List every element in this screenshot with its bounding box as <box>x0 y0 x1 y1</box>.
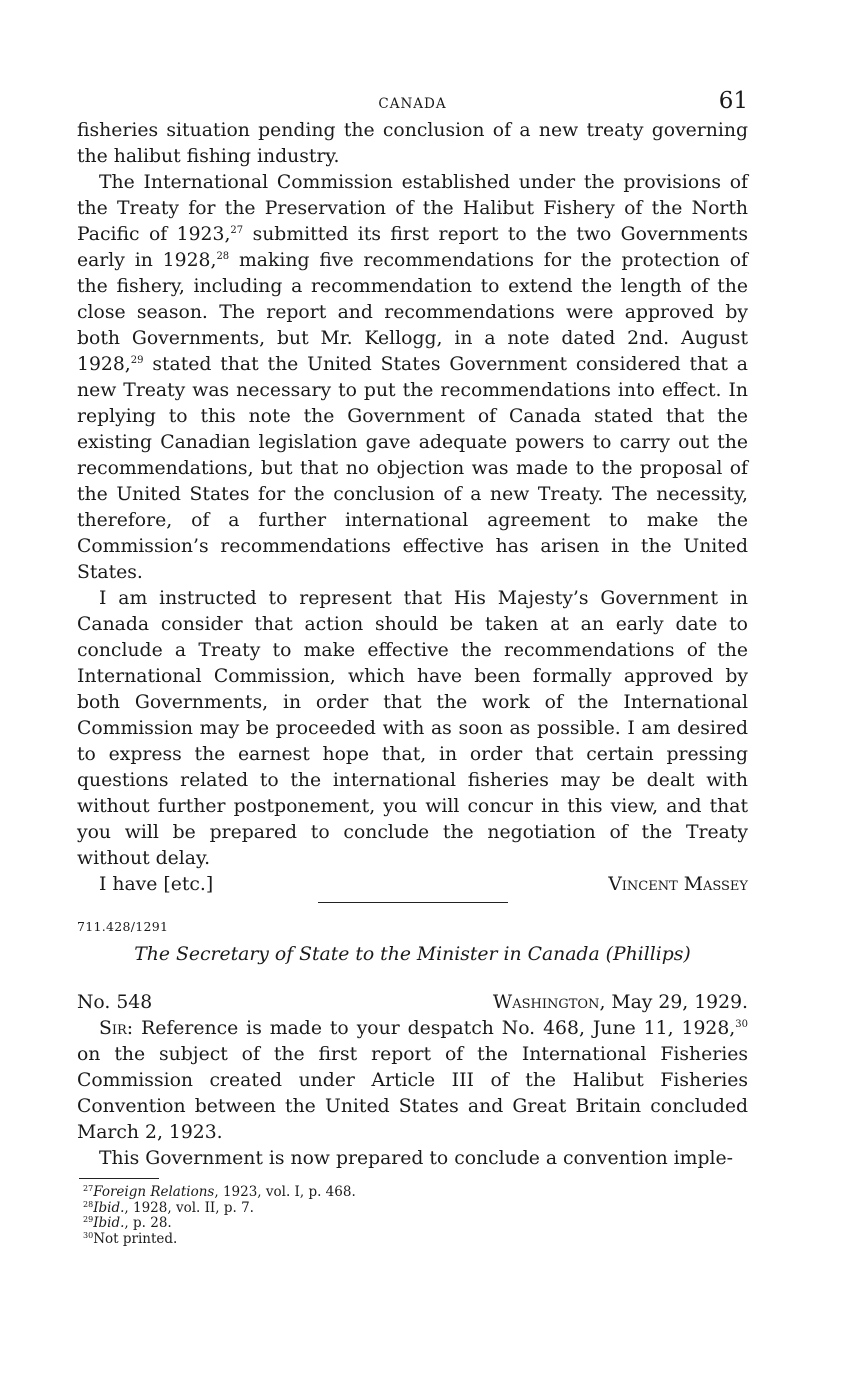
document-heading <box>77 942 748 968</box>
footnote-ref[interactable]: 28 <box>216 251 230 262</box>
section-divider <box>318 902 508 903</box>
footnote-ref[interactable]: 27 <box>230 225 244 236</box>
footnote-ref[interactable]: 30 <box>735 1019 748 1030</box>
signature: Vincent Massey <box>608 874 748 895</box>
paragraph-text: submitted its first report to the two Governments early in 1928, <box>77 224 748 271</box>
dateline <box>493 990 748 1016</box>
running-title: CANADA <box>378 96 447 112</box>
footnotes <box>77 1185 748 1247</box>
footnote <box>83 1216 748 1232</box>
footnote-source: Ibid. <box>93 1215 125 1231</box>
document-page <box>77 88 748 1247</box>
footnote <box>83 1201 748 1217</box>
footnote-divider <box>79 1178 159 1179</box>
heading-text: ) <box>683 944 691 965</box>
despatch-number: No. 548 <box>77 992 153 1013</box>
date: , May 29, 1929. <box>599 992 748 1013</box>
heading-name: Phillips <box>612 944 684 965</box>
salutation: Sir <box>99 1018 127 1039</box>
footnote-source: Foreign Relations <box>93 1184 215 1200</box>
footnote-text: Not printed. <box>93 1230 178 1247</box>
paragraph-text: on the subject of the first report of the International Fisheries Commission created under Article III of the Halibut Fisheries Convention between the United States and Great Britain concluded March 2, 1923. <box>77 1044 748 1143</box>
closing-row <box>77 872 748 898</box>
footnote-mark: 30 <box>83 1230 94 1240</box>
footnote <box>83 1185 748 1201</box>
footnote <box>83 1232 748 1248</box>
paragraph-text: stated that the United States Government considered that a new Treaty was necessary to put the recommendations into effect. In replying to this note the Government of Canada stated that the existing Canadian legislation gave adequate powers to carry out the recommendations, but that no objection was made to the proposal of the United States for the conclusion of a new Treaty. The necessity, therefore, of a further international agreement to make the Commission’s recommendations effective has arisen in the United States. <box>77 354 748 583</box>
paragraph-instructed: I am instructed to represent that His Majesty’s Government in Canada consider that action should be taken at an early date to conclude a Treaty to make effective the recommendations of the International Commission, which have been formally approved by both Governments, in order that the work of the International Commission may be proceeded with as soon as possible. I am desired to express the earnest hope that, in order that certain pressing questions related to the international fisheries may be dealt with without further postponement, you will concur in this view, and that you will be prepared to conclude the negotiation of the Treaty without delay. <box>77 588 748 869</box>
file-code: 711.428/1291 <box>77 919 169 934</box>
footnote-mark: 29 <box>83 1215 94 1224</box>
footnote-mark: 27 <box>83 1184 94 1193</box>
footnote-ref[interactable]: 29 <box>130 355 144 366</box>
page-number: 61 <box>718 88 748 114</box>
paragraph-convention: This Government is now prepared to conclude a convention imple- <box>99 1148 733 1169</box>
footnote-source: Ibid. <box>93 1199 125 1216</box>
paragraph-text: : Reference is made to your despatch No. 468, June 11, 1928, <box>126 1018 736 1039</box>
heading-text: The Secretary of State to the Minister in Canada ( <box>134 944 613 965</box>
paragraph-text: making five recommendations for the protection of the fishery, including a recommendation to extend the length of the close season. The report and recommendations were approved by both Governments, but Mr. Kellogg, in a note dated 2nd. August 1928, <box>77 250 748 375</box>
paragraph-reference <box>77 1016 748 1146</box>
dateline-row <box>77 990 748 1016</box>
footnote-mark: 28 <box>83 1199 94 1209</box>
footnote-text: , p. 28. <box>124 1215 172 1231</box>
place: Washington <box>492 992 600 1013</box>
running-header <box>77 88 748 118</box>
closing-text: I have [etc.] <box>99 874 214 895</box>
paragraph-continued: fisheries situation pending the conclusion of a new treaty governing the halibut fishing industry. <box>77 120 748 167</box>
footnote-text: , 1928, vol. II, p. 7. <box>124 1199 254 1216</box>
paragraph-text: The International Commission established under the provisions of the Treaty for the Preservation of the Halibut Fishery of the North Pacific of 1923, <box>77 172 748 245</box>
paragraph-commission <box>77 170 748 586</box>
footnote-text: , 1923, vol. I, p. 468. <box>214 1184 356 1200</box>
